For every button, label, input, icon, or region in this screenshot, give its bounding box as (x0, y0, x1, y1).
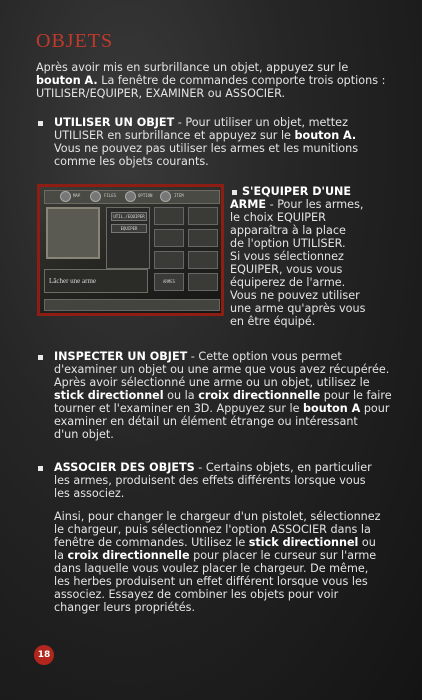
associer-p2-line: Ainsi, pour changer le chargeur d'un pistolet, sélectionnez (54, 510, 381, 523)
utiliser-bold-button-a: bouton A. (294, 129, 357, 142)
inspecter-line: Après avoir sélectionné une arme ou un objet, utilisez le (54, 376, 370, 389)
inventory-slot (188, 207, 218, 225)
inventory-slot (154, 229, 184, 247)
page-title: OBJETS (36, 30, 114, 52)
equiper-line-1-text: - Pour les armes, (266, 198, 364, 211)
screenshot-bottom-bar (44, 299, 220, 311)
utiliser-line-2-text: UTILISER en surbrillance et appuyez sur le (54, 129, 295, 142)
command-option: UTIL./EQUIPER (111, 212, 147, 221)
inspecter-line: examiner en détail un élément étrange ou intéressant (54, 415, 358, 428)
bullet-equiper (232, 190, 237, 195)
utiliser-line-2 (54, 129, 356, 142)
equiper-line: équiperez de l'arme. (230, 276, 346, 289)
associer-bold-stick: stick directionnel (248, 536, 359, 549)
tab-knob-icon (160, 191, 171, 202)
equiper-line: de l'option UTILISER. (230, 237, 346, 250)
associer-p2-line-3: fenêtre de commandes. Utilisez le stick directionnel ou (54, 536, 376, 549)
bullet-utiliser (38, 121, 43, 126)
equiper-line: Vous ne pouvez utiliser (230, 289, 360, 302)
screenshot-tab: ITEM (174, 193, 184, 198)
inspecter-line: d'un objet. (54, 428, 114, 441)
inventory-slot: ARMES (154, 273, 184, 291)
inspecter-line-4: stick directionnel ou la croix directionnelle pour le faire (54, 389, 392, 402)
utiliser-line-3: Vous ne pouvez pas utiliser les armes et les munitions (54, 142, 359, 155)
item-preview-frame (46, 207, 100, 259)
associer-heading: ASSOCIER DES OBJETS (54, 461, 195, 474)
associer-line: les armes, produisent des effets différents lorsque vous (54, 474, 366, 487)
utiliser-heading: UTILISER UN OBJET (54, 116, 175, 129)
associer-bold-croix: croix directionnelle (67, 549, 190, 562)
associer-p2-line: changer leurs propriétés. (54, 601, 196, 614)
page-number-badge: 18 (34, 645, 54, 665)
inspecter-line-1 (54, 350, 342, 363)
inventory-slot (154, 207, 184, 225)
screenshot-tab: FILES (104, 193, 117, 198)
screenshot-tab: OPTION (138, 193, 153, 198)
intro-line-1: Après avoir mis en surbrillance un objet, appuyez sur le (36, 61, 349, 74)
bullet-associer (38, 466, 43, 471)
equiper-line-1 (230, 198, 363, 211)
inventory-slot (188, 229, 218, 247)
screenshot-tab: MAP (73, 193, 81, 198)
associer-p2-line: dans laquelle vous voulez placer le chargeur. De même, (54, 562, 369, 575)
screenshot-message: Lâcher une arme (44, 269, 148, 293)
inventory-grid (154, 207, 220, 289)
inventory-slot (188, 273, 218, 291)
inspecter-line: d'examiner un objet ou une arme que vous avez récupérée. (54, 363, 390, 376)
inspecter-line-1-text: - Cette option vous permet (187, 350, 342, 363)
equiper-line: apparaîtra à la place (230, 224, 346, 237)
tab-knob-icon (125, 191, 136, 202)
inspecter-bold-croix: croix directionnelle (198, 389, 321, 402)
equiper-line: le choix EQUIPER (230, 211, 326, 224)
inspecter-bold-button-a: bouton A (303, 402, 361, 415)
utiliser-line-1 (54, 116, 348, 129)
equiper-heading-2: ARME (230, 198, 267, 211)
associer-p2-line-4: la croix directionnelle pour placer le curseur sur l'arme (54, 549, 377, 562)
inspecter-line-5: tourner et l'examiner en 3D. Appuyez sur le bouton A pour (54, 402, 390, 415)
inventory-slot (188, 251, 218, 269)
equiper-line: en être équipé. (230, 315, 316, 328)
associer-line-1-text: - Certains objets, en particulier (194, 461, 372, 474)
associer-p2-line: associez. Essayez de combiner les objets pour voir (54, 588, 339, 601)
associer-line: les associez. (54, 487, 125, 500)
intro-line-2-text: La fenêtre de commandes comporte trois options : (97, 74, 386, 87)
utiliser-line-1-text: - Pour utiliser un objet, mettez (174, 116, 348, 129)
associer-line-1 (54, 461, 372, 474)
equiper-line: Si vous sélectionnez (230, 250, 344, 263)
inspecter-bold-stick: stick directionnel (54, 389, 164, 402)
equiper-line: une arme qu'après vous (230, 302, 366, 315)
command-option: EQUIPER (111, 224, 147, 233)
equiper-line: EQUIPER, vous vous (230, 263, 343, 276)
associer-p2-line: le chargeur, puis sélectionnez l'option ASSOCIER dans la (54, 523, 371, 536)
tab-knob-icon (90, 191, 101, 202)
associer-p2-line: les herbes produisent un effet différent lorsque vous les (54, 575, 368, 588)
inventory-slot (154, 251, 184, 269)
command-window (106, 207, 150, 269)
game-inventory-screenshot (37, 184, 224, 316)
bullet-inspecter (38, 355, 43, 360)
intro-line-3: UTILISER/EQUIPER, EXAMINER ou ASSOCIER. (36, 87, 285, 100)
utiliser-line-4: comme les objets courants. (54, 155, 209, 168)
intro-bold-button-a: bouton A. (36, 74, 98, 87)
intro-line-2 (36, 74, 385, 87)
inspecter-heading: INSPECTER UN OBJET (54, 350, 188, 363)
tab-knob-icon (60, 191, 71, 202)
equiper-heading-1: S'EQUIPER D'UNE (242, 185, 352, 198)
